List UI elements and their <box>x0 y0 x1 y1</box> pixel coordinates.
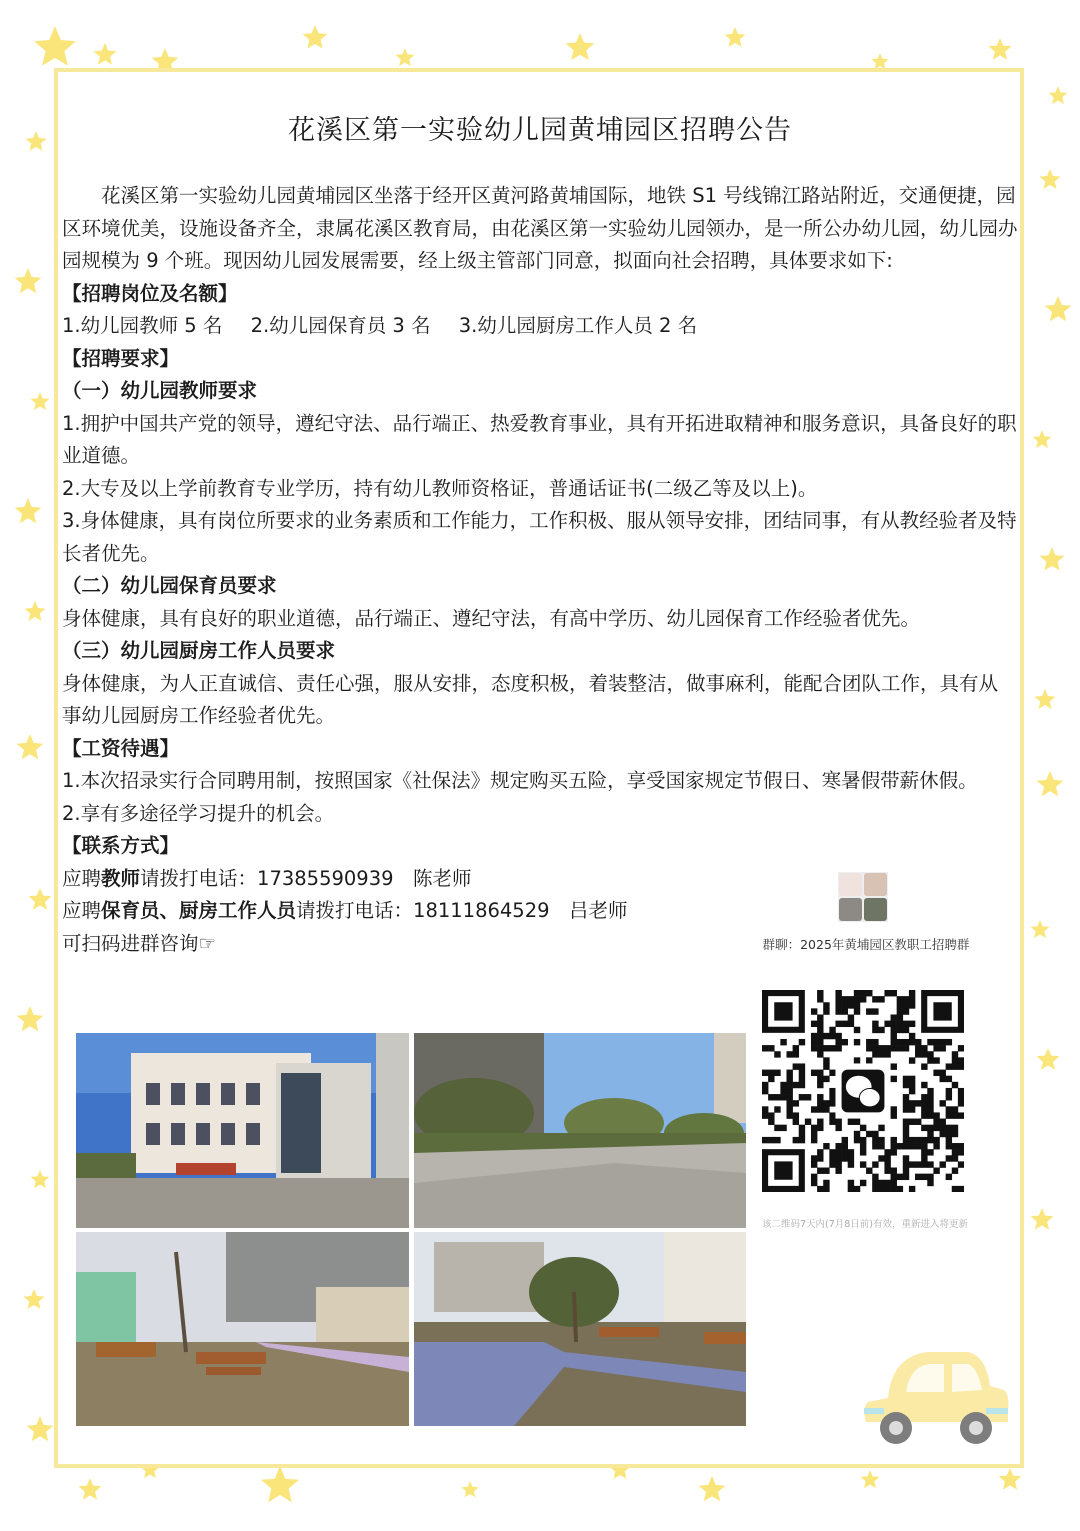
star-icon <box>17 734 44 759</box>
campus-photo-grid <box>76 1033 746 1426</box>
star-icon <box>396 48 415 66</box>
teacher-requirements-heading: （一）幼儿园教师要求 <box>62 379 258 402</box>
position-item: 2.幼儿园保育员 3 名 <box>250 314 431 337</box>
star-icon <box>31 392 50 410</box>
contact-role: 保育员、厨房工作人员 <box>101 899 297 922</box>
star-icon <box>1045 296 1072 321</box>
star-icon <box>1033 430 1052 448</box>
star-icon <box>699 1476 726 1501</box>
star-icon <box>79 1478 102 1500</box>
qr-validity-note: 该二维码7天内(7月8日前)有效，重新进入将更新 <box>761 1219 969 1230</box>
star-icon <box>1049 86 1068 104</box>
star-icon <box>725 27 746 47</box>
star-icon <box>861 1470 880 1488</box>
star-icon <box>27 1416 54 1441</box>
star-icon <box>24 1289 45 1309</box>
contact-prefix: 应聘 <box>62 899 102 922</box>
star-icon <box>15 498 42 523</box>
teacher-requirement-item: 2.大专及以上学前教育专业学历，持有幼儿教师资格证，普通话证书(二级乙等及以上)。 <box>62 476 818 500</box>
star-icon <box>34 26 76 66</box>
contact-prefix: 应聘 <box>62 866 102 890</box>
position-item: 1.幼儿园教师 5 名 <box>62 314 223 337</box>
nurse-requirements-heading: （二）幼儿园保育员要求 <box>62 574 277 597</box>
notice-body <box>62 180 1020 960</box>
page-title: 花溪区第一实验幼儿园黄埔园区招聘公告 <box>288 115 792 146</box>
avatar <box>864 873 887 896</box>
salary-item: 2.享有多途径学习提升的机会。 <box>62 801 335 825</box>
contact-heading: 【联系方式】 <box>62 834 180 857</box>
contact-role: 教师 <box>101 866 141 890</box>
star-icon <box>989 38 1012 60</box>
star-icon <box>15 268 42 293</box>
group-qr-card <box>750 868 980 1238</box>
star-icon <box>29 888 52 910</box>
avatar <box>839 898 862 921</box>
star-icon <box>31 1170 50 1188</box>
positions-list <box>62 310 1020 343</box>
star-icon <box>261 1466 299 1502</box>
star-icon <box>1037 771 1064 796</box>
campus-photo-painted-path <box>414 1232 746 1426</box>
star-icon <box>17 1006 44 1031</box>
campus-photo-building <box>76 1033 409 1228</box>
nurse-requirement-text: 身体健康，具有良好的职业道德，品行端正、遵纪守法，有高中学历、幼儿园保育工作经验者优先。 <box>62 606 921 630</box>
campus-photo-courtyard <box>414 1033 746 1228</box>
group-avatar <box>838 872 888 922</box>
star-icon <box>999 1468 1022 1490</box>
teacher-requirement-item: 1.拥护中国共产党的领导，遵纪守法、品行端正、热爱教育事业，具有开拓进取精神和服务意识，具备良好的职业道德。 <box>62 411 1017 467</box>
car-illustration <box>858 1338 1014 1454</box>
salary-heading: 【工资待遇】 <box>62 736 180 760</box>
avatar <box>839 873 862 896</box>
star-icon <box>1035 689 1056 709</box>
position-item: 3.幼儿园厨房工作人员 2 名 <box>458 314 698 337</box>
group-name: 群聊：2025年黄埔园区教职工招聘群 <box>762 937 970 952</box>
star-icon <box>1040 169 1061 189</box>
kitchen-requirement-text: 身体健康，为人正直诚信、责任心强，服从安排，态度积极，着装整洁，做事麻利，能配合团队工作，具有从事幼儿园厨房工作经验者优先。 <box>62 671 999 727</box>
requirements-heading: 【招聘要求】 <box>62 346 180 370</box>
scan-hint: 可扫码进群咨询☞ <box>62 931 216 955</box>
contact-phone-teacher[interactable]: 请拨打电话：17385590939 陈老师 <box>140 866 472 890</box>
star-icon <box>303 25 328 49</box>
salary-item: 1.本次招录实行合同聘用制，按照国家《社保法》规定购买五险，享受国家规定节假日、寒暑假带薪休假。 <box>62 769 978 792</box>
star-icon <box>94 43 117 65</box>
kitchen-requirements-heading: （三）幼儿园厨房工作人员要求 <box>62 639 336 662</box>
star-icon <box>566 33 595 60</box>
intro-paragraph: 花溪区第一实验幼儿园黄埔园区坐落于经开区黄河路黄埔国际，地铁 S1 号线锦江路站附近，交通便捷，园区环境优美，设施设备齐全，隶属花溪区教育局，由花溪区第一实验幼儿园领办，是一所公办幼儿园，幼儿园办园规模为 9 个班。现因幼儿园发展需要，经上级主管部门同意，拟面向社会招聘，具体要求如下: <box>62 184 1018 272</box>
star-icon <box>1031 920 1050 938</box>
campus-photo-playground <box>76 1232 409 1426</box>
qr-code[interactable] <box>762 990 964 1192</box>
star-icon <box>871 53 888 69</box>
avatar <box>864 898 887 921</box>
star-icon <box>1040 547 1065 571</box>
positions-heading: 【招聘岗位及名额】 <box>62 281 238 305</box>
teacher-requirement-item: 3.身体健康，具有岗位所要求的业务素质和工作能力，工作积极、服从领导安排，团结同事，有从教经验者及特长者优先。 <box>62 509 1017 565</box>
star-icon <box>461 1481 478 1497</box>
star-icon <box>1037 1048 1060 1070</box>
contact-phone-staff[interactable]: 请拨打电话：18111864529 吕老师 <box>296 899 628 922</box>
star-icon <box>25 601 46 621</box>
star-icon <box>1031 1208 1054 1230</box>
